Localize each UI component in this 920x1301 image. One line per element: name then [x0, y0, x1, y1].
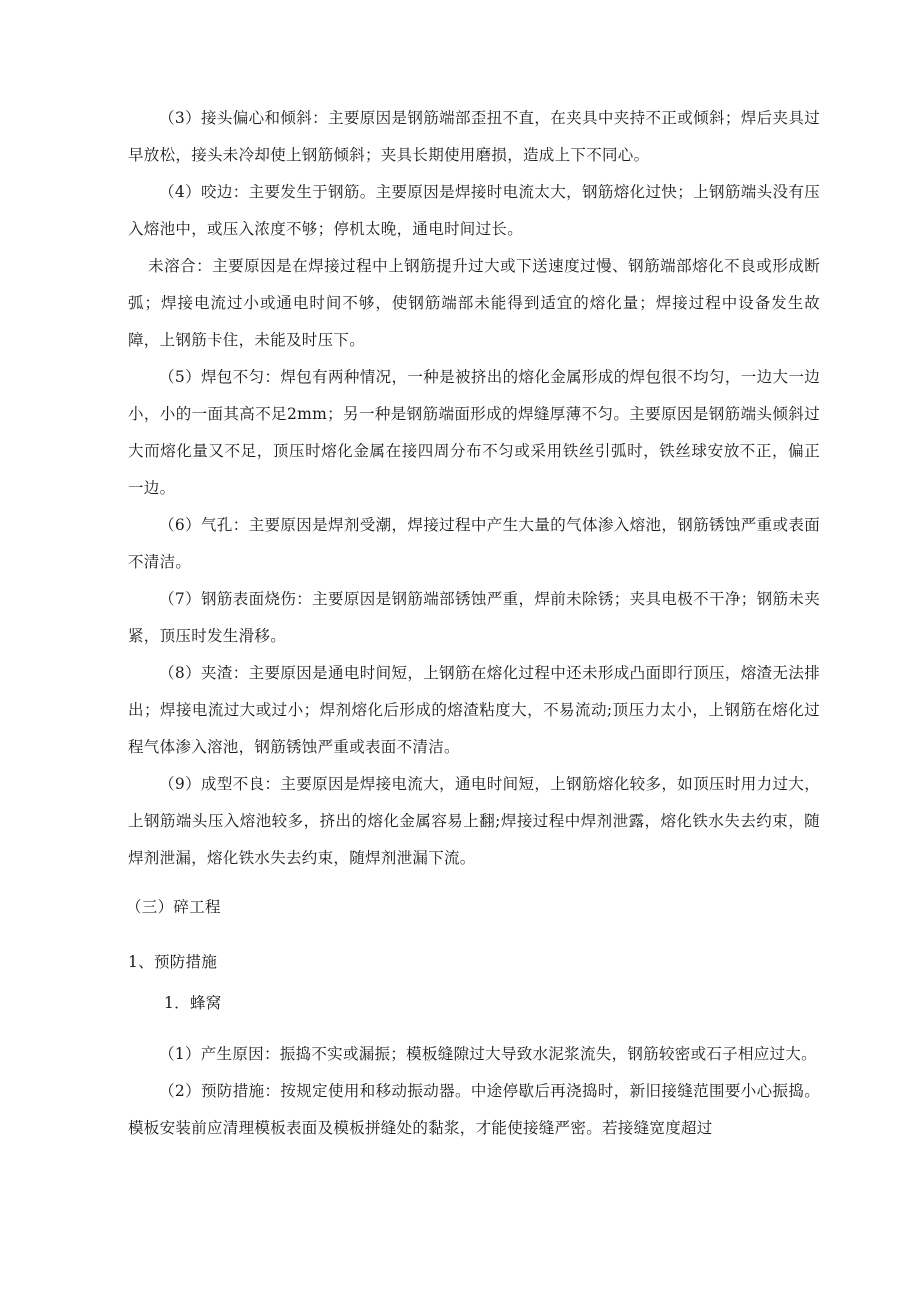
section-heading-3: （三）碎工程: [126, 898, 221, 916]
paragraph-porosity: （6）气孔：主要原因是焊剂受潮，焊接过程中产生大量的气体渗入熔池，钢筋锈蚀严重或表面不清洁。: [128, 516, 820, 571]
paragraph-slag-inclusion: （8）夹渣：主要原因是通电时间短，上钢筋在熔化过程中还未形成凸面即行顶压，熔渣无法排出；焊接电流过大或过小；焊剂熔化后形成的熔渣粘度大，不易流动;顶压力太小，上钢筋在熔化过程气体渗入溶池，钢筋锈蚀严重或表面不清洁。: [128, 664, 820, 756]
paragraph-poor-forming: （9）成型不良：主要原因是焊接电流大，通电时间短，上钢筋熔化较多，如顶压时用力过大，上钢筋端头压入熔池较多，挤出的熔化金属容易上翻;焊接过程中焊剂泄露，熔化铁水失去约束，随焊剂泄漏，熔化铁水失去约束，随焊剂泄漏下流。: [128, 775, 820, 867]
paragraph-cause: （1）产生原因：振捣不实或漏振；模板缝隙过大导致水泥浆流失，钢筋较密或石子相应过大。: [159, 1045, 817, 1063]
paragraph-undercut: （4）咬边：主要发生于钢筋。主要原因是焊接时电流太大，钢筋熔化过快；上钢筋端头没有压入熔池中，或压入浓度不够；停机太晚，通电时间过长。: [128, 183, 820, 238]
paragraph-joint-eccentricity: （3）接头偏心和倾斜：主要原因是钢筋端部歪扭不直，在夹具中夹持不正或倾斜；焊后夹具过早放松，接头未冷却使上钢筋倾斜；夹具长期使用磨损，造成上下不同心。: [128, 109, 820, 164]
paragraph-prevention-measures: （2）预防措施：按规定使用和移动振动器。中途停歇后再浇捣时，新旧接缝范围要小心振捣。模板安装前应清理模板表面及模板拼缝处的黏浆，才能使接缝严密。若接缝宽度超过: [128, 1082, 820, 1137]
paragraph-surface-burn: （7）钢筋表面烧伤：主要原因是钢筋端部锈蚀严重，焊前未除锈；夹具电极不干净；钢筋未夹紧，顶压时发生滑移。: [128, 590, 820, 645]
paragraph-uneven-weld-bulge: （5）焊包不匀：焊包有两种情况，一种是被挤出的熔化金属形成的焊包很不均匀，一边大一边小，小的一面其高不足2mm；另一种是钢筋端面形成的焊缝厚薄不匀。主要原因是钢筋端头倾斜过大而熔化量又不足，顶压时熔化金属在接四周分布不匀或采用铁丝引弧时，铁丝球安放不正，偏正一边。: [128, 368, 820, 497]
item-heading-honeycomb: 1．蜂窝: [164, 994, 222, 1012]
paragraph-incomplete-fusion: 未溶合：主要原因是在焊接过程中上钢筋提升过大或下送速度过慢、钢筋端部熔化不良或形成断弧；焊接电流过小或通电时间不够，使钢筋端部未能得到适宜的熔化量；焊接过程中设备发生故障，上钢筋卡住，未能及时压下。: [128, 257, 820, 349]
subsection-heading-prevention: 1、预防措施: [128, 953, 218, 971]
